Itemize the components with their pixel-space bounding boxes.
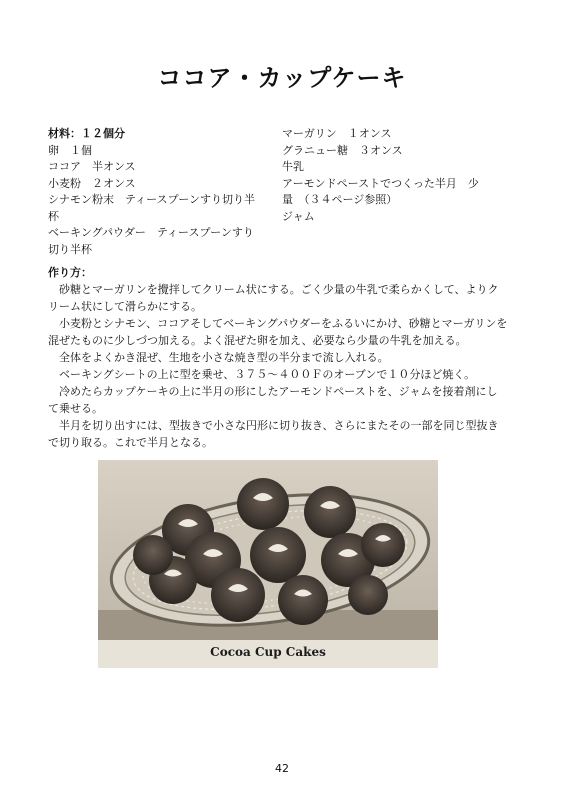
ingredient-line: ジャム: [282, 209, 315, 223]
ingredients-left-column: [48, 126, 262, 258]
photo-caption: Cocoa Cup Cakes: [210, 645, 326, 659]
ingredient-line: ココア 半オンス: [48, 160, 136, 173]
page-number: 42: [275, 762, 289, 775]
ingredient-line: アーモンドペーストでつくった半月 少量 （３４ページ参照）: [282, 176, 479, 206]
method-paragraph: 全体をよくかき混ぜ、生地を小さな焼き型の半分まで流し入れる。: [59, 351, 389, 364]
ingredient-line: グラニュー糖 ３オンス: [282, 143, 403, 157]
cupcake-photo: [98, 460, 438, 668]
method-paragraph: 半月を切り出すには、型抜きで小さな円形に切り抜き、さらにまたその一部を同じ型抜きで切り取る。これで半月となる。: [48, 419, 499, 449]
method-heading: 作り方：: [48, 266, 92, 279]
ingredients-right-column: [282, 126, 482, 225]
ingredient-line: マーガリン １オンス: [282, 127, 392, 140]
ingredient-line: シナモン粉末 ティースプーンすり切り半杯: [48, 193, 256, 223]
ingredient-line: 小麦粉 ２オンス: [48, 176, 136, 190]
method-paragraph: 冷めたらカップケーキの上に半月の形にしたアーモンドペーストを、ジャムを接着剤にして乗せる。: [48, 385, 498, 415]
cupcake-platter-illustration: [98, 460, 438, 668]
ingredient-line: 材料：１２個分: [48, 127, 125, 140]
method-text: [48, 281, 508, 451]
ingredient-line: 牛乳: [282, 160, 304, 173]
method-paragraph: 砂糖とマーガリンを攪拌してクリーム状にする。ごく少量の牛乳で柔らかくして、よりクリーム状にして滑らかにする。: [48, 283, 499, 313]
recipe-title: ココア・カップケーキ: [157, 64, 407, 92]
method-paragraph: 小麦粉とシナモン、ココアそしてベーキングパウダーをふるいにかけ、砂糖とマーガリンを混ぜたものに少しづつ加える。よく混ぜた卵を加え、必要なら少量の牛乳を加える。: [48, 317, 508, 347]
ingredient-line: ベーキングパウダー ティースプーンすり切り半杯: [48, 226, 254, 256]
method-paragraph: ベーキングシートの上に型を乗せ、３７５〜４００Ｆのオーブンで１０分ほど焼く。: [59, 368, 476, 381]
ingredient-line: 卵 １個: [48, 143, 92, 157]
